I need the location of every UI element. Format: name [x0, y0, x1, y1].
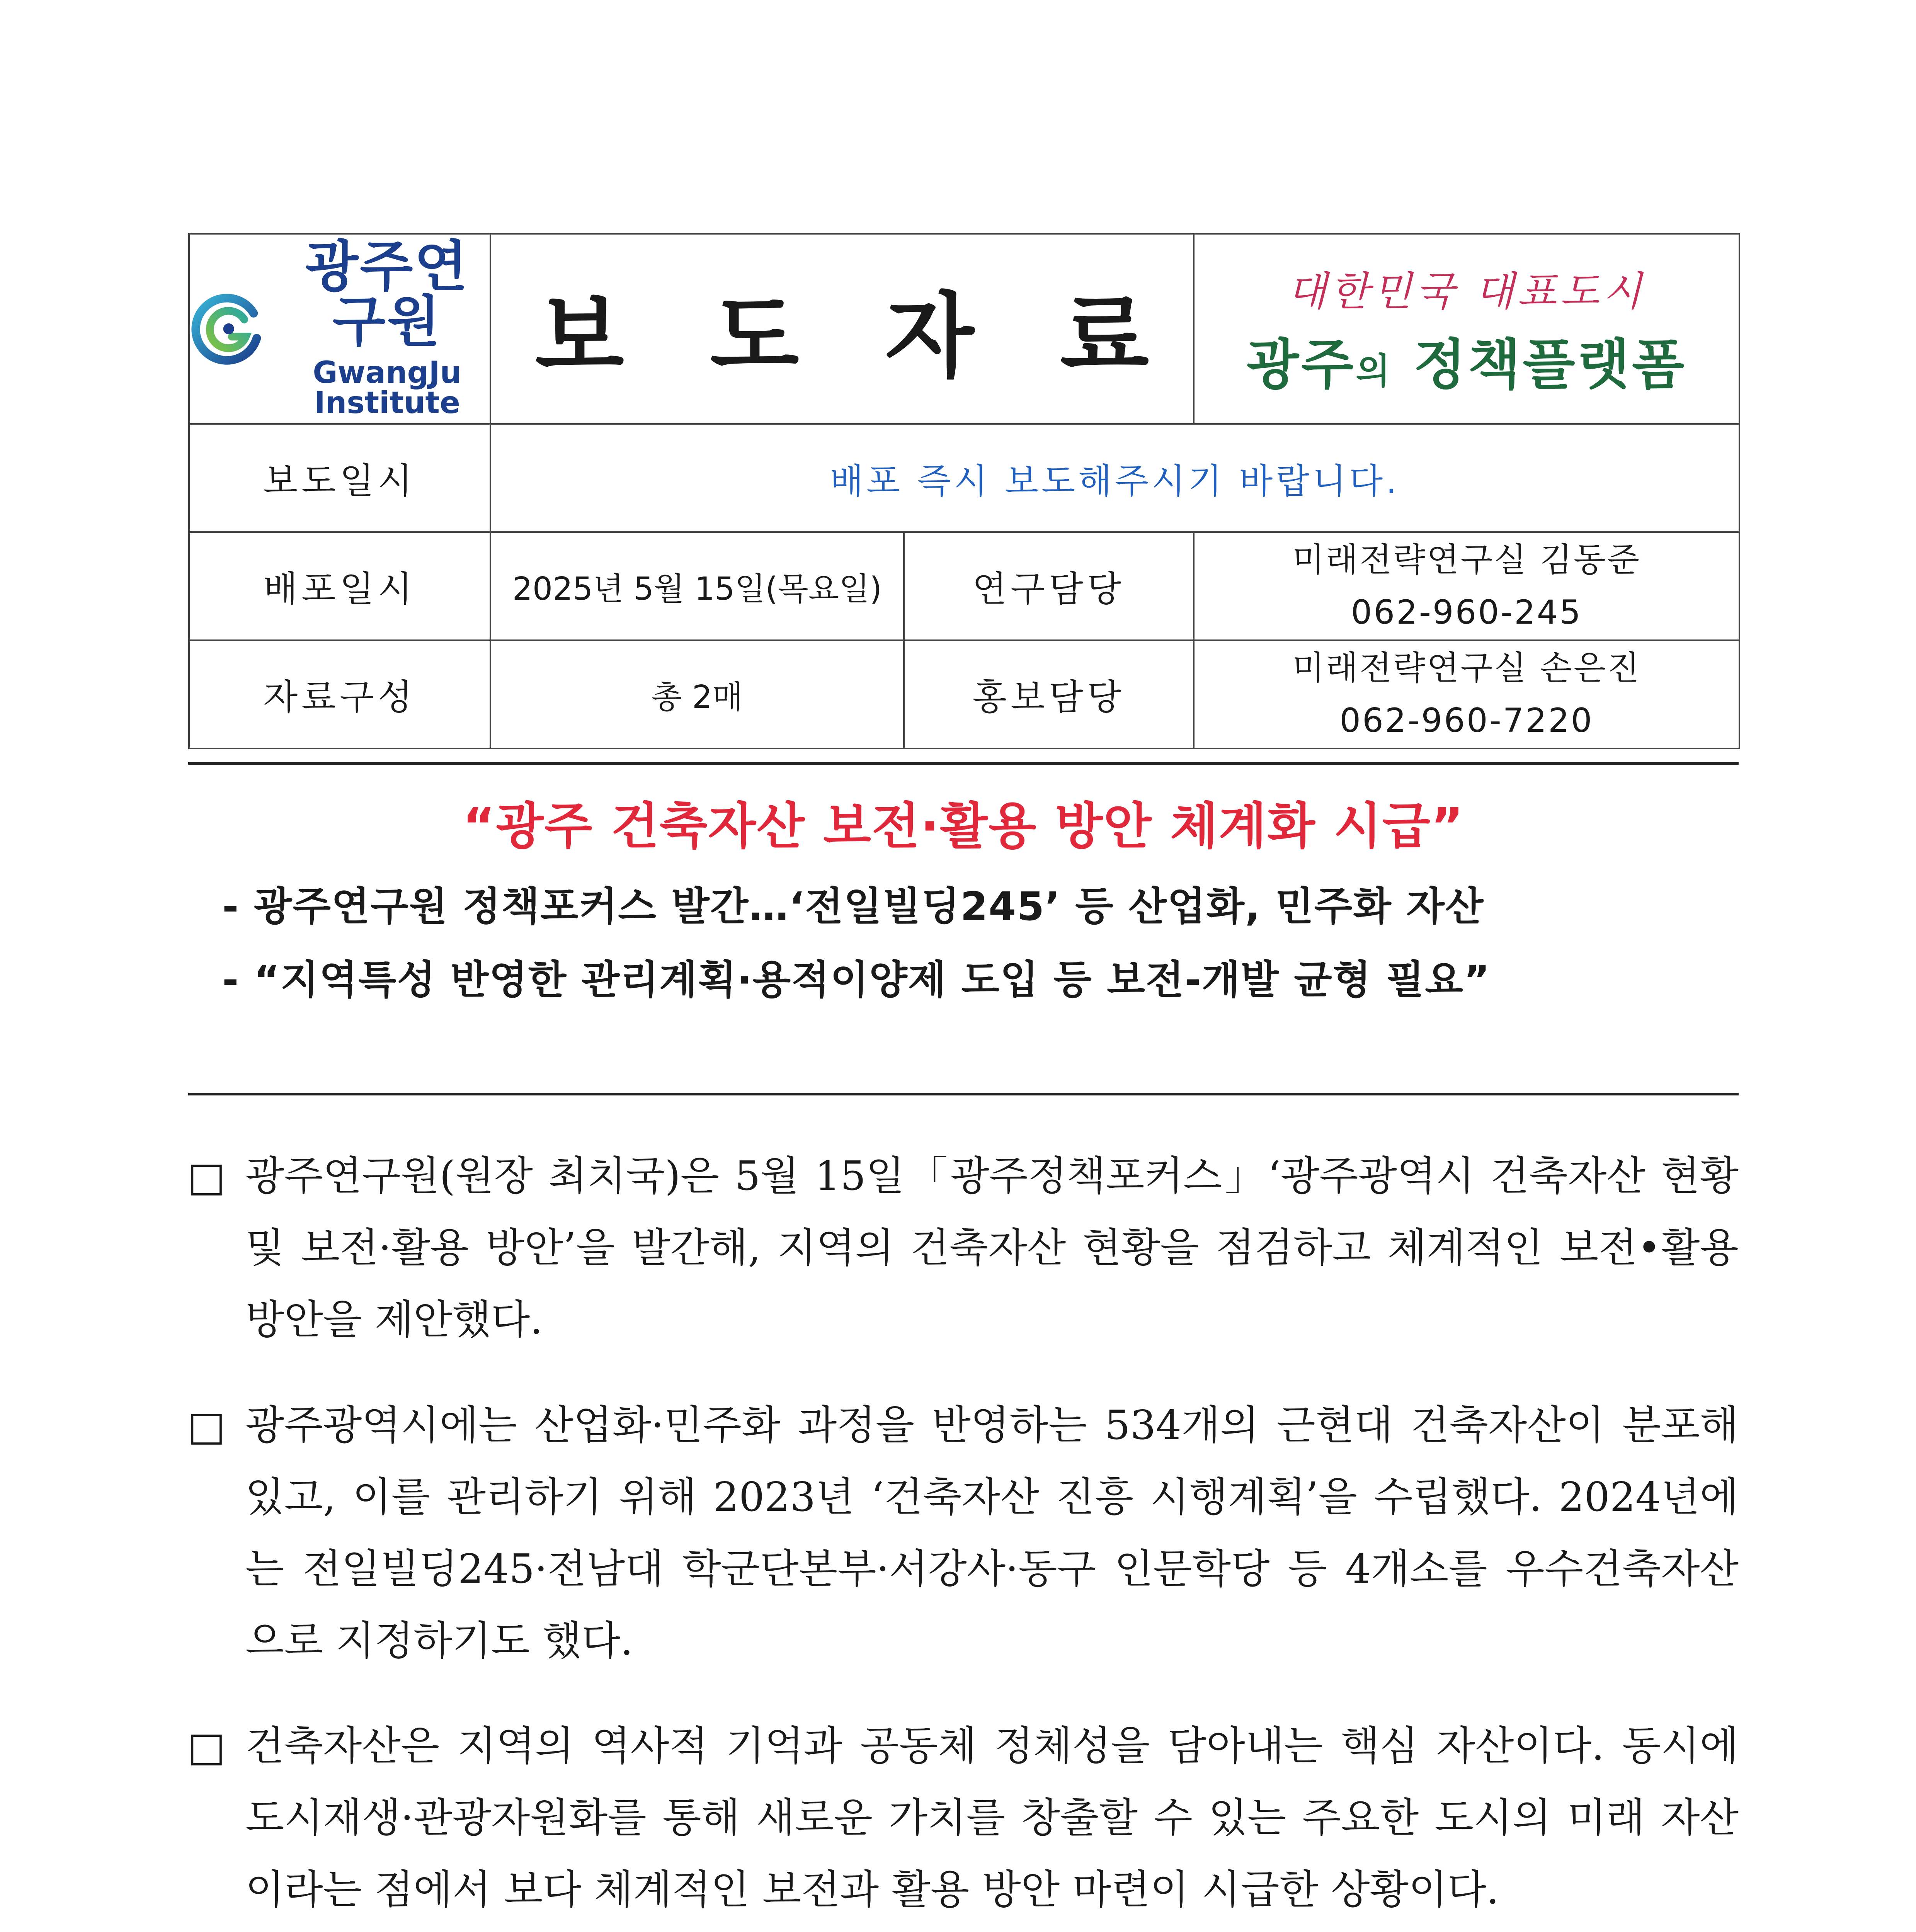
dist-date-label: 배포일시 — [189, 532, 490, 640]
paragraph-text: 광주광역시에는 산업화·민주화 과정을 반영하는 534개의 근현대 건축자산이 분포해 있고, 이를 관리하기 위해 2023년 ‘건축자산 진흥 시행계획’을 수립했다. 2024년에는 전일빌딩245·전남대 학군단본부·서강사·동구 인문학당 등 4개소를 우수건축자산으로 지정하기도 했다. — [245, 1401, 1739, 1664]
divider-bottom — [188, 1093, 1739, 1095]
research-contact-phone: 062-960-245 — [1351, 593, 1582, 632]
composition-value: 총 2매 — [490, 640, 904, 748]
bullet-box-icon: □ — [187, 1153, 226, 1200]
headline-title: “광주 건축자산 보전·활용 방안 체계화 시급” — [463, 798, 1464, 855]
slogan-line2: 광주의 정책플랫폼 — [1246, 333, 1687, 396]
headline-subtitle-2: - “지역특성 반영한 관리계획·용적이양제 도입 등 보전-개발 균형 필요” — [222, 957, 1491, 1003]
doc-type-title: 보 도 자 료 — [535, 283, 1176, 390]
pr-contact-phone: 062-960-7220 — [1339, 701, 1594, 740]
pr-contact-name: 미래전략연구실 손은진 — [1292, 649, 1641, 687]
slogan-cell — [1194, 234, 1739, 424]
research-label: 연구담당 — [904, 532, 1194, 640]
logo-name-ko: 광주연구원 — [305, 235, 469, 354]
doc-type-cell — [490, 234, 1194, 424]
headline-subtitle-1: - 광주연구원 정책포커스 발간…‘전일빌딩245’ 등 산업화, 민주화 자산 — [222, 884, 1484, 930]
paragraph-text: 광주연구원(원장 최치국)은 5월 15일「광주정책포커스」‘광주광역시 건축자산 현황 및 보전·활용 방안’을 발간해, 지역의 건축자산 현황을 점검하고 체계적인 보전•활용 방안을 제안했다. — [245, 1152, 1739, 1343]
press-header-table — [188, 233, 1740, 749]
institute-logo — [190, 235, 490, 420]
bullet-box-icon: □ — [187, 1402, 226, 1449]
pr-label: 홍보담당 — [904, 640, 1194, 748]
pr-contact — [1194, 640, 1739, 748]
report-date-value: 배포 즉시 보도해주시기 바랍니다. — [490, 424, 1739, 532]
research-contact — [1194, 532, 1739, 640]
composition-label: 자료구성 — [189, 640, 490, 748]
bullet-box-icon: □ — [187, 1723, 226, 1770]
paragraph-1 — [184, 1140, 1739, 1355]
logo-name-en: GwangJu Institute — [313, 355, 462, 420]
research-contact-name: 미래전략연구실 김동준 — [1292, 541, 1641, 579]
logo-cell — [189, 234, 490, 424]
paragraph-text: 건축자산은 지역의 역사적 기억과 공동체 정체성을 담아내는 핵심 자산이다. 동시에 도시재생·관광자원화를 통해 새로운 가치를 창출할 수 있는 주요한 도시의 미래 자산이라는 점에서 보다 체계적인 보전과 활용 방안 마련이 시급한 상황이다. — [245, 1722, 1739, 1913]
paragraph-2 — [184, 1389, 1739, 1677]
paragraph-3 — [184, 1710, 1739, 1925]
report-date-label: 보도일시 — [189, 424, 490, 532]
divider-top — [188, 762, 1739, 765]
slogan-line1: 대한민국 대표도시 — [1287, 267, 1646, 315]
institute-emblem-icon — [190, 271, 268, 387]
dist-date-value: 2025년 5월 15일(목요일) — [490, 532, 904, 640]
